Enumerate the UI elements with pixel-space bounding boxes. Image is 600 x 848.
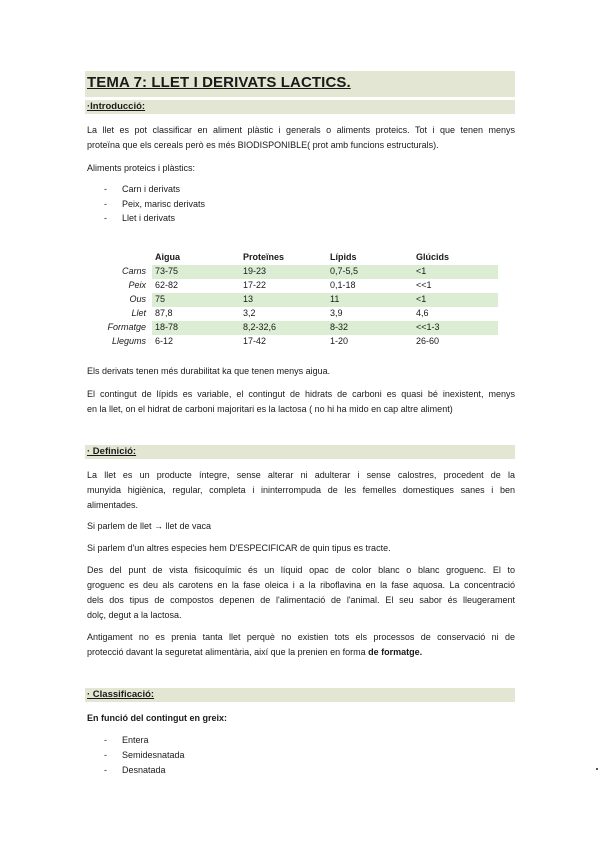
intro-line-2: proteïna que els cereals però es més BIODISPONIBLE( prot amb funcions estructurals). bbox=[87, 140, 439, 150]
row-label: Llegums bbox=[111, 336, 146, 346]
table-cell: 75 bbox=[155, 294, 166, 304]
list-item-text: Semidesnatada bbox=[122, 750, 185, 760]
intro-list-title: Aliments proteics i plàstics: bbox=[87, 163, 196, 173]
classificacio-heading: · Classificació: bbox=[87, 689, 155, 700]
table-cell: <1 bbox=[416, 266, 427, 276]
table-header: Glúcids bbox=[416, 252, 450, 262]
definicio-heading: · Definició: bbox=[87, 446, 137, 457]
especies-line: Si parlem d'un altres especies hem D'ESPECIFICAR de quin tipus es tracte. bbox=[87, 543, 391, 553]
classificacio-subheading: En funció del contingut en greix: bbox=[87, 713, 228, 723]
table-row bbox=[152, 335, 498, 349]
list-item-text: Peix, marisc derivats bbox=[122, 199, 206, 209]
table-cell: 13 bbox=[243, 294, 254, 304]
lipids-line-1: El contingut de lípids es variable, el contingut de hidrats de carboni es quasi bé inexistent, menys bbox=[87, 389, 515, 399]
table-cell: 1-20 bbox=[330, 336, 349, 346]
antigament-line-1: Antigament no es prenia tanta llet perquè no existien tots els processos de conservació ni de bbox=[87, 632, 515, 642]
table-cell: 17-22 bbox=[243, 280, 267, 290]
fisico-line-3: dels dos tipus de compostos depenen de l'alimentació de l'animal. El seu sabor és lleugerament bbox=[87, 595, 515, 605]
fisico-line-4: dolç, degut a la lactosa. bbox=[87, 610, 182, 620]
bullet-dash: - bbox=[104, 735, 107, 745]
table-row bbox=[152, 265, 498, 279]
bullet-dash: - bbox=[104, 765, 107, 775]
lipids-line-2: en la llet, on el hidrat de carboni majoritari es la lactosa ( no hi ha mido en cap altre aliment) bbox=[87, 404, 453, 414]
list-item-text: Llet i derivats bbox=[122, 213, 176, 223]
row-label: Carns bbox=[121, 266, 146, 276]
table-header: Proteïnes bbox=[243, 252, 285, 262]
row-label: Llet bbox=[131, 308, 146, 318]
table-cell: 87,8 bbox=[155, 308, 173, 318]
table-cell: 11 bbox=[330, 294, 340, 304]
table-cell: 3,9 bbox=[330, 308, 343, 318]
definicio-line-2: munyida higiènica, regular, completa i ininterrompuda de les femelles domestiques sanes i ben bbox=[87, 485, 515, 495]
list-item-text: Entera bbox=[122, 735, 149, 745]
table-row bbox=[152, 321, 498, 335]
table-cell: 6-12 bbox=[155, 336, 174, 346]
llet-vaca-line: Si parlem de llet → llet de vaca bbox=[87, 521, 212, 531]
table-cell: 4,6 bbox=[416, 308, 429, 318]
fisico-line-1: Des del punt de vista fisicoquímic és un líquid opac de color blanc o blanc groguenc. El to bbox=[87, 565, 515, 575]
intro-line-1: La llet es pot classificar en aliment plàstic i generals o aliments proteics. Tot i que tenen menys bbox=[87, 125, 515, 135]
antigament-line-2 bbox=[87, 645, 515, 660]
margin-mark bbox=[596, 768, 598, 770]
table-row bbox=[152, 279, 498, 293]
definicio-line-1: La llet es un producte íntegre, sense alterar ni adulterar i sense calostres, procedent de la bbox=[87, 470, 515, 480]
table-row bbox=[152, 307, 498, 321]
table-cell: <1 bbox=[416, 294, 427, 304]
page-title: TEMA 7: LLET I DERIVATS LACTICS. bbox=[87, 74, 351, 91]
bullet-dash: - bbox=[104, 213, 107, 223]
table-cell: 19-23 bbox=[243, 266, 267, 276]
definicio-line-3: alimentades. bbox=[87, 500, 139, 510]
definicio-band bbox=[85, 445, 515, 459]
table-cell: 62-82 bbox=[155, 280, 179, 290]
bullet-dash: - bbox=[104, 199, 107, 209]
bullet-dash: - bbox=[104, 750, 107, 760]
table-cell: 0,1-18 bbox=[330, 280, 356, 290]
table-cell: 18-78 bbox=[155, 322, 179, 332]
table-cell: 3,2 bbox=[243, 308, 256, 318]
list-item-text: Desnatada bbox=[122, 765, 166, 775]
fisico-line-2: groguenc es deu als carotens en la fase oleica i a la riboflavina en la fase aquosa. La concentració bbox=[87, 580, 515, 590]
table-cell: 26-60 bbox=[416, 336, 440, 346]
row-label: Ous bbox=[129, 294, 146, 304]
bullet-dash: - bbox=[104, 184, 107, 194]
intro-band bbox=[85, 100, 515, 114]
row-label: Formatge bbox=[107, 322, 146, 332]
list-item-text: Carn i derivats bbox=[122, 184, 181, 194]
table-cell: 0,7-5,5 bbox=[330, 266, 359, 276]
formatge-bold: de formatge. bbox=[368, 647, 423, 657]
table-cell: 8-32 bbox=[330, 322, 349, 332]
table-row bbox=[152, 293, 498, 307]
intro-heading: ·Introducció: bbox=[87, 101, 146, 112]
table-cell: 17-42 bbox=[243, 336, 267, 346]
table-cell: <<1-3 bbox=[416, 322, 440, 332]
antigament-text: protecció davant la seguretat alimentària, així que la prenien en forma bbox=[87, 647, 369, 657]
derivats-paragraph: Els derivats tenen més durabilitat ka que tenen menys aigua. bbox=[87, 366, 331, 376]
table-cell: 8,2-32,6 bbox=[243, 322, 277, 332]
table-cell: 73-75 bbox=[155, 266, 179, 276]
table-cell: <<1 bbox=[416, 280, 432, 290]
table-header: Lípids bbox=[330, 252, 357, 262]
row-label: Peix bbox=[128, 280, 146, 290]
table-header: Aigua bbox=[155, 252, 181, 262]
